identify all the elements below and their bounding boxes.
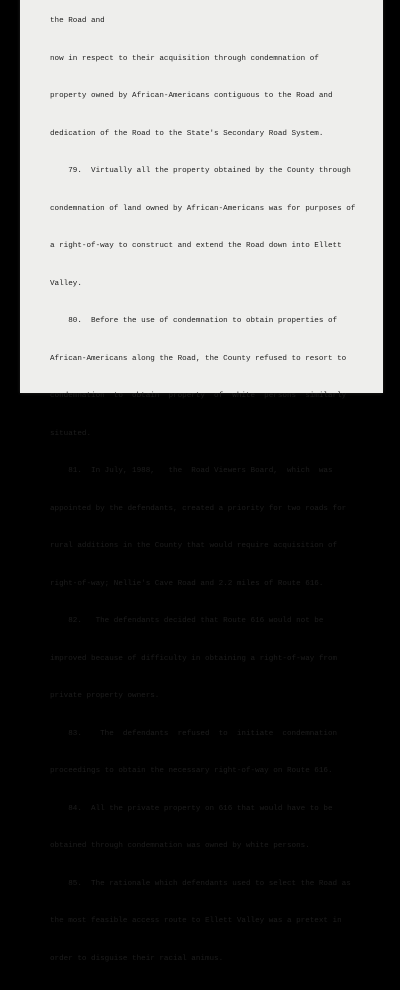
document-page xyxy=(20,0,383,963)
paragraph-79-line: 79. Virtually all the property obtained by the County through xyxy=(50,167,351,175)
paragraph-80-line: 80. Before the use of condemnation to obtain properties of xyxy=(50,317,338,325)
text-line: improved because of difficulty in obtaining a right-of-way from xyxy=(50,654,338,663)
text-line: condemnation to obtain property of white persons similarly xyxy=(50,392,347,400)
text-line: obtained through condemnation was owned by white persons. xyxy=(50,842,310,850)
text-line: private property owners. xyxy=(50,692,160,700)
text-line: property owned by African-Americans contiguous to the Road and xyxy=(50,92,333,100)
text-line: right-of-way; Nellie's Cave Road and 2.2 miles of Route 616. xyxy=(50,579,324,588)
document-body xyxy=(50,0,380,990)
text-line: the Road and xyxy=(50,17,105,25)
text-line: order to disguise their racial animus. xyxy=(50,954,224,963)
text-line: the most feasible access route to Ellett Valley was a pretext in xyxy=(50,917,342,925)
text-line: Valley. xyxy=(50,279,82,288)
text-line: African-Americans along the Road, the County refused to resort to xyxy=(50,354,347,363)
text-line: dedication of the Road to the State's Secondary Road System. xyxy=(50,129,324,138)
text-line: condemnation of land owned by African-Americans was for purposes of xyxy=(50,204,356,213)
text-line: a right-of-way to construct and extend the Road down into Ellett xyxy=(50,242,342,250)
text-line: appointed by the defendants, created a priority for two roads for xyxy=(50,504,347,513)
text-line: proceedings to obtain the necessary right-of-way on Route 616. xyxy=(50,767,333,775)
text-line: rural additions in the County that would require acquisition of xyxy=(50,542,338,550)
paragraph-83-line: 83. The defendants refused to initiate condemnation xyxy=(50,729,338,738)
paragraph-81-line: 81. In July, 1988, the Road Viewers Board, which was xyxy=(50,467,333,475)
text-line: now in respect to their acquisition through condemnation of xyxy=(50,54,319,63)
paragraph-85-line: 85. The rationale which defendants used to select the Road as xyxy=(50,879,351,888)
paragraph-84-line: 84. All the private property on 616 that would have to be xyxy=(50,804,333,813)
text-line: situated. xyxy=(50,429,92,438)
paragraph-82-line: 82. The defendants decided that Route 616 would not be xyxy=(50,617,324,625)
